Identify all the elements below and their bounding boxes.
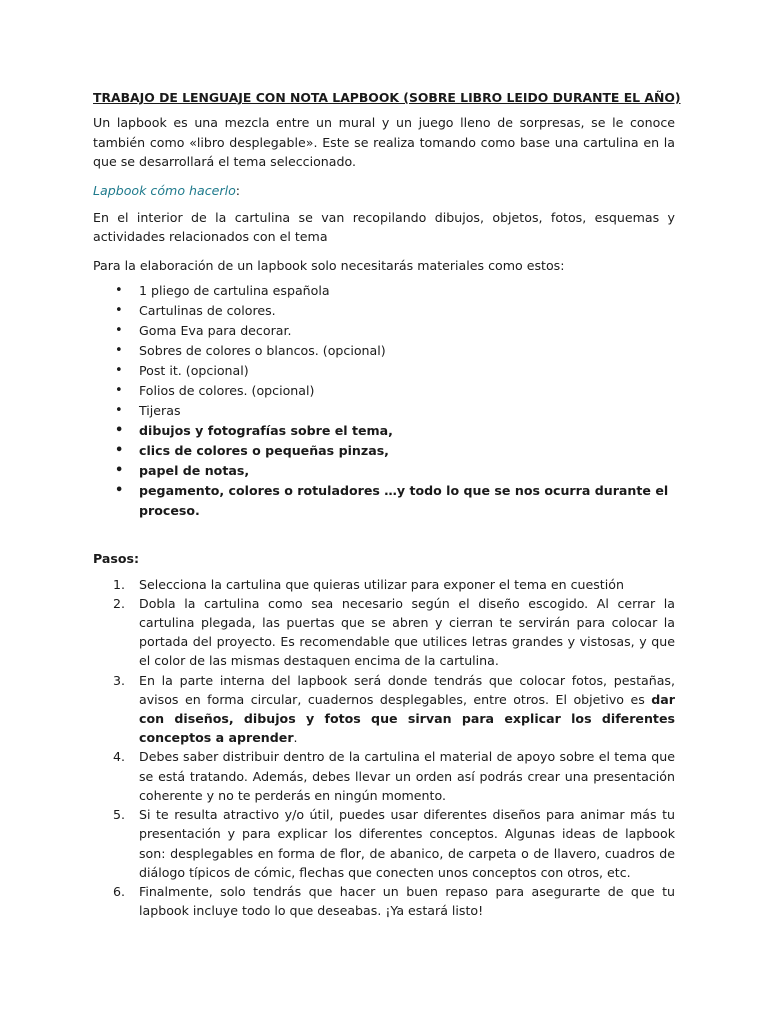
step-item [93, 575, 675, 594]
step-item [93, 805, 675, 882]
step-item [93, 671, 675, 748]
list-item: • clics de colores o pequeñas pinzas, [93, 441, 675, 461]
document-page [93, 88, 681, 920]
step-number: 1. [113, 576, 126, 592]
list-item: • Folios de colores. (opcional) [93, 381, 675, 401]
step-text: Selecciona la cartulina que quieras utilizar para exponer el tema en cuestión [139, 576, 624, 592]
step-item [93, 594, 675, 671]
list-item: • Sobres de colores o blancos. (opcional) [93, 341, 675, 361]
step-text: Debes saber distribuir dentro de la cartulina el material de apoyo sobre el tema que se está tratando. Además, debes llevar un orden así podrás crear una presentación coherente y no te perderás en ningún momento. [139, 749, 675, 803]
materials-intro: Para la elaboración de un lapbook solo necesitarás materiales como estos: [93, 257, 565, 273]
step-item [93, 882, 675, 920]
step-text-bold: dar con diseños, dibujos y fotos que sirvan para explicar los diferentes conceptos a aprender [139, 691, 675, 746]
step-text: En la parte interna del lapbook será donde tendrás que colocar fotos, pestañas, avisos en forma circular, cuadernos desplegables, entre otros. El objetivo es [139, 672, 675, 707]
step-text: Dobla la cartulina como sea necesario según el diseño escogido. Al cerrar la cartulina plegada, las puertas que se abren y cierran te servirán para colocar la portada del proyecto. Es recomendable que utilices letras grandes y vistosas, y que el color de las mismas destaquen encima de la cartulina. [139, 595, 675, 669]
list-item: • Goma Eva para decorar. [93, 321, 675, 341]
step-number: 6. [113, 883, 126, 899]
step-text: Si te resulta atractivo y/o útil, puedes usar diferentes diseños para animar más tu presentación y para explicar los diferentes conceptos. Algunas ideas de lapbook son: desplegables en forma de flor, de abanico, de carpeta o de llavero, cuadros de diálogo típicos de cómic, flechas que conecten unos conceptos con otros, etc. [139, 807, 675, 880]
list-item: • dibujos y fotografías sobre el tema, [93, 421, 675, 441]
subheading [93, 181, 675, 200]
list-item: • Tijeras [93, 401, 675, 421]
subheading-text: Lapbook cómo hacerlo [93, 182, 236, 198]
step-number: 4. [113, 749, 126, 765]
document-title: TRABAJO DE LENGUAJE CON NOTA LAPBOOK (SOBRE LIBRO LEIDO DURANTE EL AÑO) [93, 90, 681, 105]
steps-heading: Pasos: [93, 551, 140, 567]
list-item: • Post it. (opcional) [93, 361, 675, 381]
materials-list [93, 281, 675, 521]
list-item: • pegamento, colores o rotuladores …y todo lo que se nos ocurra durante el proceso. [93, 481, 675, 521]
list-item: • 1 pliego de cartulina española [93, 281, 675, 301]
step-item [93, 747, 675, 805]
list-item: • papel de notas, [93, 461, 675, 481]
step-number: 2. [113, 595, 126, 611]
intro-paragraph: Un lapbook es una mezcla entre un mural y un juego lleno de sorpresas, se le conoce también como «libro desplegable». Este se realiza tomando como base una cartulina en la que se desarrollará el tema seleccionado. [93, 115, 675, 170]
steps-list [93, 575, 675, 921]
step-number: 3. [113, 672, 126, 688]
list-item: • Cartulinas de colores. [93, 301, 675, 321]
step-text: Finalmente, solo tendrás que hacer un buen repaso para asegurarte de que tu lapbook incluye todo lo que deseabas. ¡Ya estará listo! [139, 883, 675, 919]
step-number: 5. [113, 807, 126, 823]
subheading-colon: : [235, 182, 241, 198]
step-text-end: . [293, 730, 298, 746]
interior-paragraph: En el interior de la cartulina se van recopilando dibujos, objetos, fotos, esquemas y actividades relacionados con el tema [93, 210, 675, 245]
